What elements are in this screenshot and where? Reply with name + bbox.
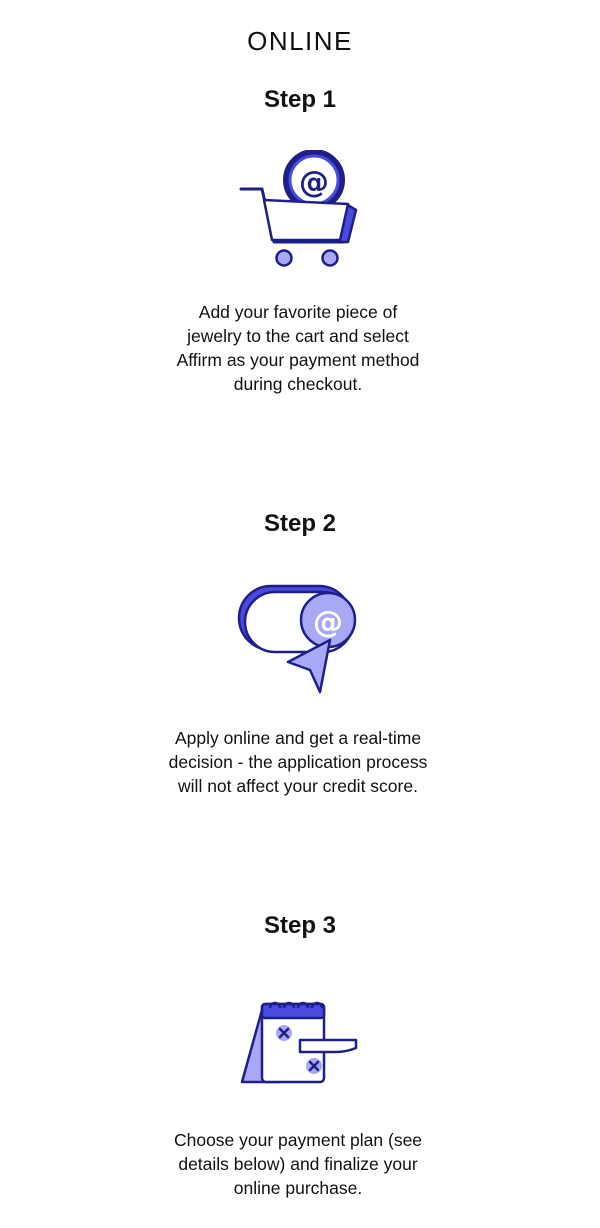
step-1-description: Add your favorite piece of jewelry to the cart and select Affirm as your payment method during checkout.: [176, 302, 420, 394]
svg-text:@: @: [299, 165, 329, 200]
step-3-description: Choose your payment plan (see details below) and finalize your online purchase.: [173, 1130, 423, 1198]
shopping-cart-affirm-icon: [238, 150, 362, 270]
affirm-toggle-cursor-icon: [236, 582, 360, 696]
step-2-description: Apply online and get a real-time decision - the application process will not affect your credit score.: [168, 728, 428, 796]
svg-text:@: @: [313, 605, 343, 640]
step-1-heading: Step 1: [263, 86, 337, 113]
step-2-heading: Step 2: [263, 510, 337, 537]
step-3-heading: Step 3: [263, 912, 337, 939]
page-title: ONLINE: [247, 26, 353, 56]
calendar-payment-plan-icon: [236, 990, 360, 1086]
